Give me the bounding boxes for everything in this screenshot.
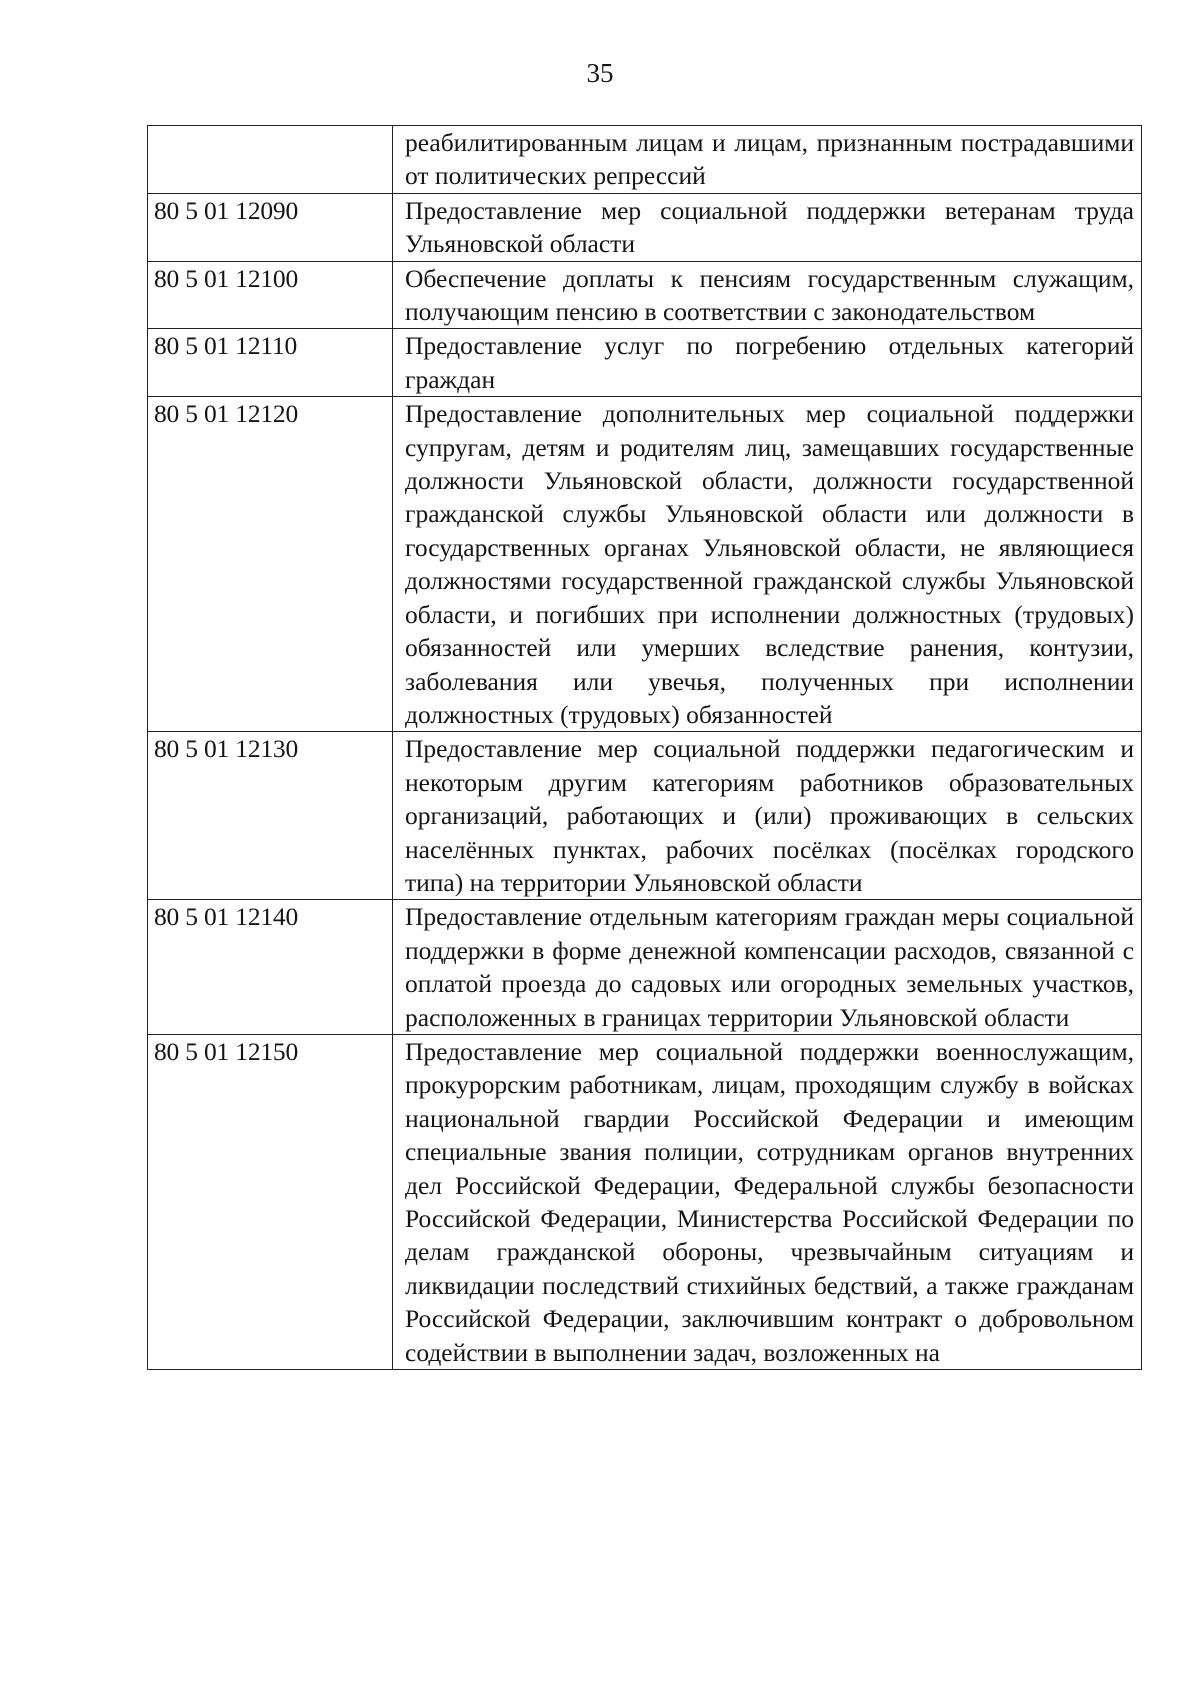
target-article-description: реабилитированным лицам и лицам, признанным пострадавшими от политических репрессий — [393, 126, 1142, 194]
target-article-description: Обеспечение доплаты к пенсиям государственным служащим, получающим пенсию в соответствии с законодательством — [393, 261, 1142, 329]
page-number: 35 — [586, 58, 614, 88]
target-article-code: 80 5 01 12090 — [148, 193, 393, 261]
target-article-code: 80 5 01 12100 — [148, 261, 393, 329]
target-article-description: Предоставление мер социальной поддержки ветеранам труда Ульяновской области — [393, 193, 1142, 261]
table-row — [148, 193, 1142, 261]
target-article-code: 80 5 01 12130 — [148, 732, 393, 900]
target-article-description: Предоставление дополнительных мер социальной поддержки супругам, детям и родителям лиц, замещавших государственные должности Ульяновской области, должности государственной гражданской службы Ульяновской области или должности в государственных органах Ульяновской области, не являющиеся должностями государственной гражданской службы Ульяновской области, и погибших при исполнении должностных (трудовых) обязанностей или умерших вследствие ранения, контузии, заболевания или увечья, полученных при исполнении должностных (трудовых) обязанностей — [393, 397, 1142, 732]
table-row — [148, 900, 1142, 1035]
target-article-code: 80 5 01 12150 — [148, 1034, 393, 1369]
target-article-code: 80 5 01 12110 — [148, 329, 393, 397]
target-article-code: 80 5 01 12140 — [148, 900, 393, 1035]
target-article-code — [148, 126, 393, 194]
target-article-description: Предоставление отдельным категориям граждан меры социальной поддержки в форме денежной компенсации расходов, связанной с оплатой проезда до садовых или огородных земельных участков, расположенных в границах территории Ульяновской области — [393, 900, 1142, 1035]
table-row — [148, 397, 1142, 732]
table-row — [148, 329, 1142, 397]
budget-classification-table — [147, 125, 1142, 1370]
target-article-description: Предоставление мер социальной поддержки военнослужащим, прокурорским работникам, лицам, проходящим службу в войсках национальной гвардии Российской Федерации и имеющим специальные звания полиции, сотрудникам органов внутренних дел Российской Федерации, Федеральной службы безопасности Российской Федерации, Министерства Российской Федерации по делам гражданской обороны, чрезвычайным ситуациям и ликвидации последствий стихийных бедствий, а также гражданам Российской Федерации, заключившим контракт о добровольном содействии в выполнении задач, возложенных на — [393, 1034, 1142, 1369]
table-row — [148, 261, 1142, 329]
table-row — [148, 732, 1142, 900]
target-article-code: 80 5 01 12120 — [148, 397, 393, 732]
table-row — [148, 1034, 1142, 1369]
table-row — [148, 126, 1142, 194]
target-article-description: Предоставление мер социальной поддержки педагогическим и некоторым другим категориям работников образовательных организаций, работающих и (или) проживающих в сельских населённых пунктах, рабочих посёлках (посёлках городского типа) на территории Ульяновской области — [393, 732, 1142, 900]
target-article-description: Предоставление услуг по погребению отдельных категорий граждан — [393, 329, 1142, 397]
